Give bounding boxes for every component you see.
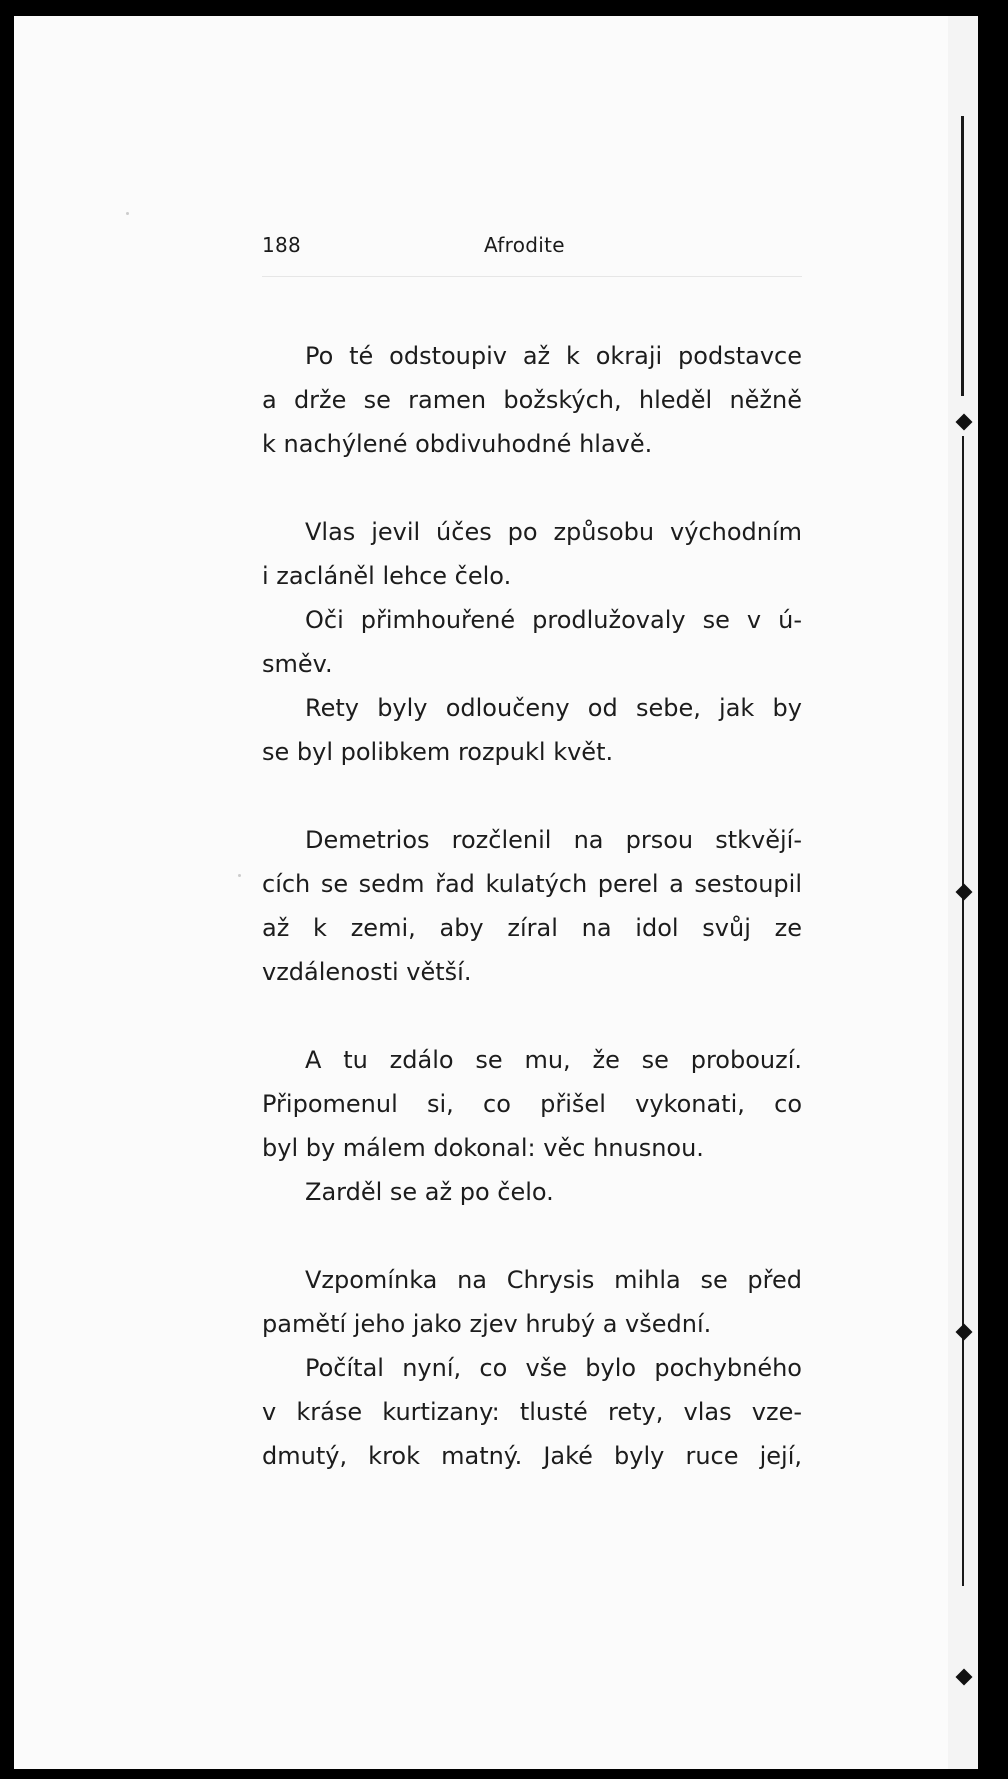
text-line: Vzpomínka na Chrysis mihla se před [305, 1266, 802, 1294]
text-line: až k zemi, aby zíral na idol svůj ze [262, 914, 802, 942]
text-line: k nachýlené obdivuhodné hlavě. [262, 430, 653, 458]
text-line: v kráse kurtizany: tlusté rety, vlas vze- [262, 1398, 802, 1426]
body-text [262, 334, 802, 1478]
paragraph-gap [262, 466, 802, 510]
binding-line [961, 116, 964, 396]
binding-mark [956, 884, 973, 901]
text-line: Zarděl se až po čelo. [305, 1178, 554, 1206]
text-line: se byl polibkem rozpukl květ. [262, 738, 614, 766]
paragraph-gap [262, 994, 802, 1038]
page-edge-strip [948, 16, 978, 1769]
header-rule [262, 276, 802, 277]
running-header [262, 233, 802, 263]
text-line: vzdálenosti větší. [262, 958, 472, 986]
text-line: byl by málem dokonal: věc hnusnou. [262, 1134, 704, 1162]
text-line: dmutý, krok matný. Jaké byly ruce její, [262, 1442, 802, 1470]
text-line: Rety byly odloučeny od sebe, jak by [305, 694, 802, 722]
text-line: Po té odstoupiv až k okraji podstavce [305, 342, 802, 370]
paragraph-gap [262, 774, 802, 818]
text-line: Oči přimhouřené prodlužovaly se v ú- [305, 606, 802, 634]
text-line: Demetrios rozčlenil na prsou stkvějí- [305, 826, 802, 854]
text-line: pamětí jeho jako zjev hrubý a všední. [262, 1310, 712, 1338]
text-line: Vlas jevil účes po způsobu východním [305, 518, 802, 546]
paragraph-gap [262, 1214, 802, 1258]
running-title: Afrodite [484, 233, 565, 257]
page-number: 188 [262, 233, 302, 257]
paper-speck [126, 212, 129, 215]
text-line: směv. [262, 650, 333, 678]
text-line: i zacláněl lehce čelo. [262, 562, 512, 590]
text-line: a drže se ramen božských, hleděl něžně [262, 386, 802, 414]
text-line: Připomenul si, co přišel vykonati, co [262, 1090, 802, 1118]
binding-mark [956, 1669, 973, 1686]
text-line: Počítal nyní, co vše bylo pochybného [305, 1354, 802, 1382]
binding-mark [956, 414, 973, 431]
text-line: cích se sedm řad kulatých perel a sestoupil [262, 870, 802, 898]
paper-speck [238, 874, 241, 877]
binding-mark [956, 1324, 973, 1341]
text-line: A tu zdálo se mu, že se probouzí. [305, 1046, 802, 1074]
binding-line [962, 436, 964, 1586]
